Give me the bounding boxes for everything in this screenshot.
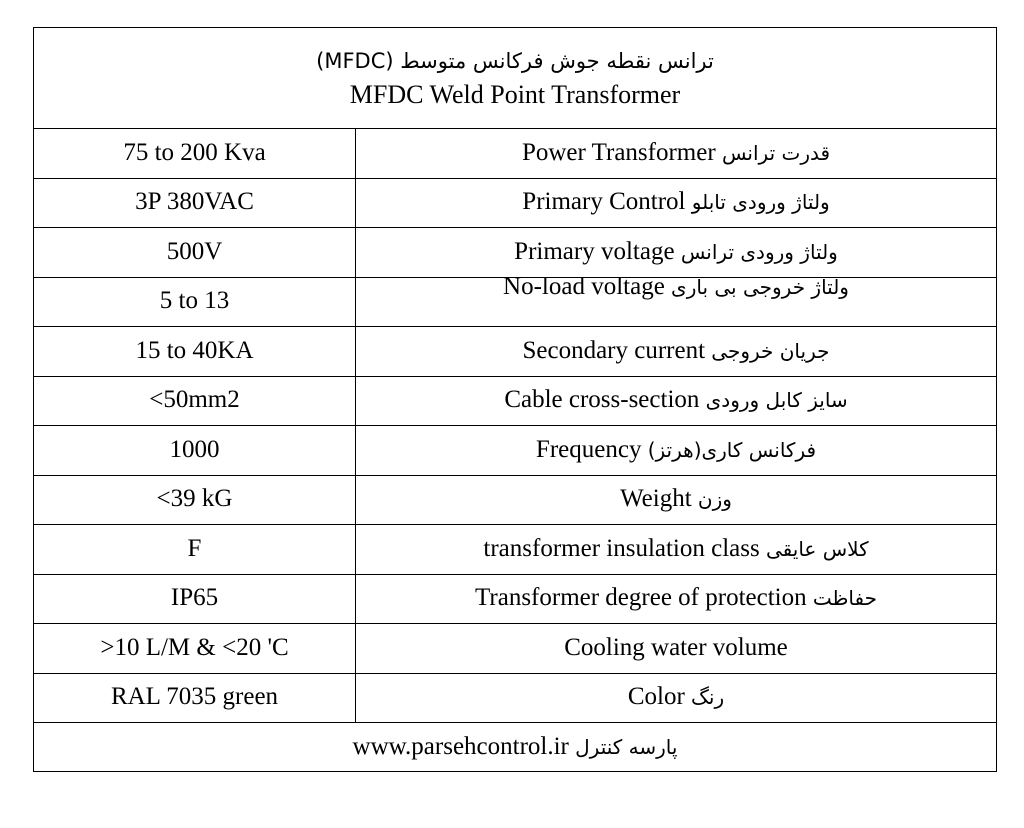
spec-label-wrap xyxy=(564,634,788,663)
spec-value: F xyxy=(34,525,356,575)
spec-label-persian: فرکانس کاری(هرتز) xyxy=(647,437,817,462)
spec-label xyxy=(356,426,997,476)
title-cell xyxy=(34,28,997,129)
spec-label-wrap xyxy=(475,584,877,613)
table-row xyxy=(34,129,997,179)
footer-website: www.parsehcontrol.ir xyxy=(352,732,569,760)
spec-value: 500V xyxy=(34,228,356,278)
spec-label-persian: رنگ xyxy=(691,685,725,710)
spec-label xyxy=(356,327,997,377)
spec-label-persian: کلاس عایقی xyxy=(765,536,869,561)
spec-label xyxy=(356,673,997,723)
spec-label-persian: ولتاژ ورودی ترانس xyxy=(680,239,838,264)
spec-label-english: Color xyxy=(627,683,685,711)
spec-value: RAL 7035 green xyxy=(34,673,356,723)
spec-label-english: Power Transformer xyxy=(521,138,716,166)
spec-label xyxy=(356,178,997,228)
table-row xyxy=(34,376,997,426)
spec-value: >10 L/M & <20 'C xyxy=(34,624,356,674)
spec-label-persian: سایز کابل ورودی xyxy=(705,388,848,413)
spec-label-wrap xyxy=(536,436,816,465)
spec-label-persian: حفاظت xyxy=(812,586,877,611)
spec-label xyxy=(356,574,997,624)
spec-label-english: No-load voltage xyxy=(503,277,665,301)
spec-label-english: Transformer degree of protection xyxy=(475,584,807,612)
spec-value: 1000 xyxy=(34,426,356,476)
spec-label xyxy=(356,624,997,674)
spec-label-persian: قدرت ترانس xyxy=(721,140,831,165)
spec-label-wrap xyxy=(483,535,868,564)
spec-label-persian: ولتاژ خروجی بی باری xyxy=(671,277,849,300)
spec-label-english: Cable cross-section xyxy=(504,386,700,414)
table-row xyxy=(34,624,997,674)
table-row xyxy=(34,327,997,377)
table-row xyxy=(34,475,997,525)
spec-label-english: Cooling water volume xyxy=(564,633,788,661)
spec-value: 3P 380VAC xyxy=(34,178,356,228)
spec-label-wrap xyxy=(503,277,849,302)
title-english: MFDC Weld Point Transformer xyxy=(349,80,681,109)
spec-label-english: Weight xyxy=(620,485,692,513)
spec-label-persian: ولتاژ ورودی تابلو xyxy=(691,190,830,215)
spec-label-persian: وزن xyxy=(697,487,732,512)
spec-value: 75 to 200 Kva xyxy=(34,129,356,179)
table-row xyxy=(34,673,997,723)
spec-label-english: Frequency xyxy=(535,435,642,463)
spec-value: 5 to 13 xyxy=(34,277,356,327)
spec-rows xyxy=(34,129,997,723)
table-row xyxy=(34,426,997,476)
spec-label-persian: جریان خروجی xyxy=(711,338,830,363)
table-row xyxy=(34,277,997,327)
table-row xyxy=(34,228,997,278)
spec-label xyxy=(356,525,997,575)
spec-label xyxy=(356,376,997,426)
spec-label-wrap xyxy=(620,485,732,514)
spec-label-wrap xyxy=(522,337,829,366)
spec-label xyxy=(356,475,997,525)
spec-label-wrap xyxy=(628,683,724,712)
spec-label xyxy=(356,277,997,327)
title-persian: ترانس نقطه جوش فرکانس متوسط (MFDC) xyxy=(316,49,714,73)
spec-label-english: transformer insulation class xyxy=(483,534,760,562)
spec-value: 15 to 40KA xyxy=(34,327,356,377)
spec-label-wrap xyxy=(504,386,847,415)
spec-value: <39 kG xyxy=(34,475,356,525)
footer-cell xyxy=(34,723,997,772)
spec-label-wrap xyxy=(522,188,829,217)
spec-label-english: Secondary current xyxy=(522,336,706,364)
spec-label xyxy=(356,228,997,278)
spec-label-english: Primary Control xyxy=(522,188,686,216)
spec-label-wrap xyxy=(514,238,838,267)
table-row xyxy=(34,178,997,228)
spec-label-english: Primary voltage xyxy=(514,237,675,265)
spec-label-wrap xyxy=(522,139,830,168)
table-row xyxy=(34,525,997,575)
table-row xyxy=(34,574,997,624)
spec-label xyxy=(356,129,997,179)
footer-company-persian: پارسه کنترل xyxy=(575,734,678,759)
spec-value: IP65 xyxy=(34,574,356,624)
spec-value: <50mm2 xyxy=(34,376,356,426)
spec-table xyxy=(33,27,997,772)
